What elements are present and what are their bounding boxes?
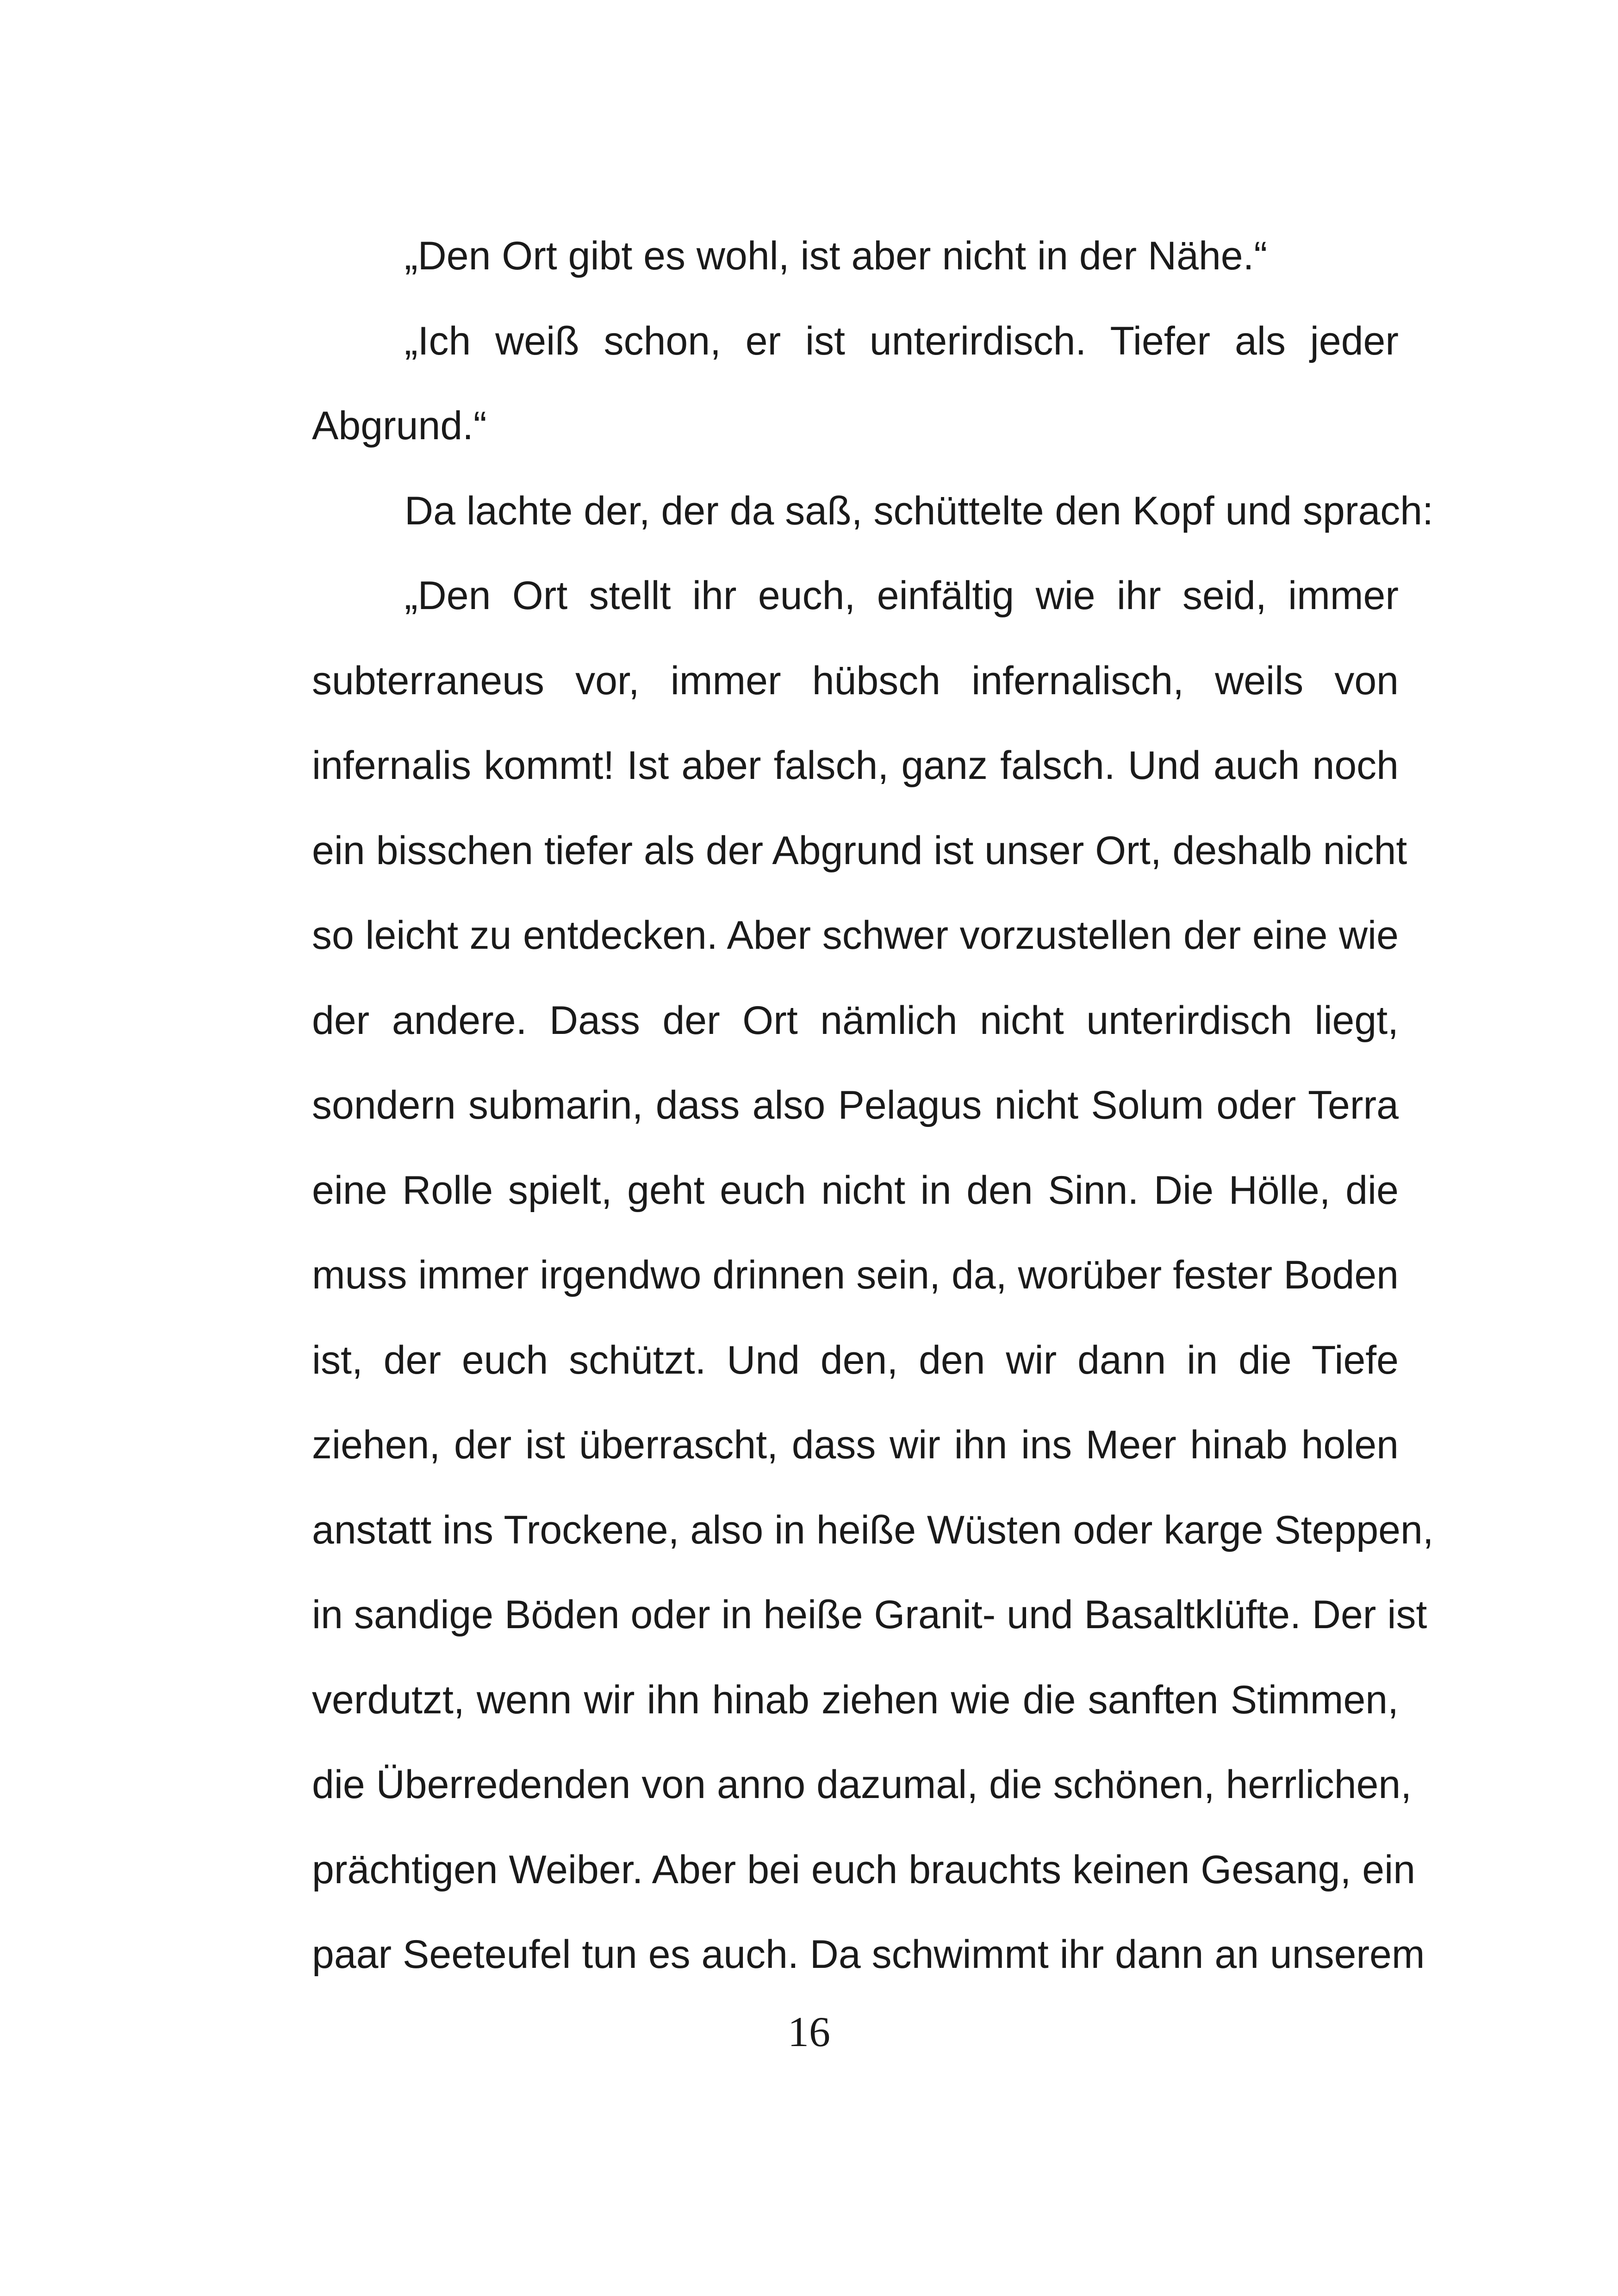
text-line: „Den Ort stellt ihr euch, einfältig wie ihr seid, immer [404,573,1399,618]
text-line: so leicht zu entdecken. Aber schwer vorzustellen der eine wie [312,913,1399,958]
text-line: der andere. Dass der Ort nämlich nicht unterirdisch liegt, [312,998,1399,1043]
page-number: 16 [788,2008,830,2055]
paragraph-3 [219,469,1434,554]
paragraph-2 [219,299,1399,469]
paragraph-1 [219,214,1399,299]
text-line: „Den Ort gibt es wohl, ist aber nicht in der Nähe.“ [404,234,1268,278]
text-line: prächtigen Weiber. Aber bei euch brauchts keinen Gesang, ein [312,1847,1416,1892]
text-line: anstatt ins Trockene, also in heiße Wüsten oder karge Steppen, [312,1507,1434,1552]
text-line: paar Seeteufel tun es auch. Da schwimmt ihr dann an unserem [312,1932,1425,1977]
text-line: Abgrund.“ [312,404,487,448]
text-line: muss immer irgendwo drinnen sein, da, worüber fester Boden [312,1253,1399,1297]
text-line: eine Rolle spielt, geht euch nicht in den Sinn. Die Hölle, die [312,1168,1399,1213]
text-line: ein bisschen tiefer als der Abgrund ist unser Ort, deshalb nicht [312,828,1407,873]
text-line: sondern submarin, dass also Pelagus nicht Solum oder Terra [312,1083,1399,1127]
text-line: „Ich weiß schon, er ist unterirdisch. Tiefer als jeder [404,318,1399,363]
text-line: verdutzt, wenn wir ihn hinab ziehen wie die sanften Stimmen, [312,1677,1399,1722]
text-line: die Überredenden von anno dazumal, die schönen, herrlichen, [312,1762,1412,1807]
paragraph-4 [219,554,1434,1997]
text-line: ziehen, der ist überrascht, dass wir ihn ins Meer hinab holen [312,1423,1399,1467]
text-line: infernalis kommt! Ist aber falsch, ganz falsch. Und auch noch [312,743,1399,788]
text-line: subterraneus vor, immer hübsch infernalisch, weils von [312,658,1399,703]
body-text [219,214,1434,1997]
text-line: ist, der euch schützt. Und den, den wir dann in die Tiefe [312,1338,1399,1382]
text-line: Da lachte der, der da saß, schüttelte den Kopf und sprach: [404,488,1434,533]
text-line: in sandige Böden oder in heiße Granit- und Basaltklüfte. Der ist [312,1593,1427,1637]
